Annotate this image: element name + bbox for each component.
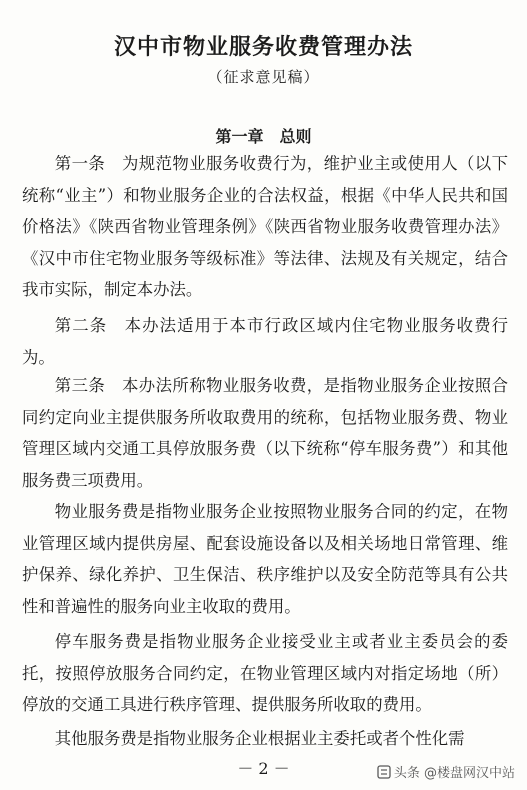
other-fee-paragraph: 其他服务费是指物业服务企业根据业主委托或者个性化需 [54,729,465,748]
document-subtitle: （征求意见稿） [207,68,320,86]
toutiao-logo-icon [377,765,391,779]
watermark-text: 头条 @楼盘网汉中站 [393,766,515,781]
article-3-paragraph: 第三条 本办法所称物业服务收费，是指物业服务企业按照合同约定向业主提供服务所收取费用的统称，包括物业服务费、物业管理区域内交通工具停放服务费（以下统称“停车服务费”）和其他服务费三项费用。 [22,376,508,490]
chapter-heading: 第一章 总则 [215,127,312,146]
article-1-paragraph: 第一条 为规范物业服务收费行为，维护业主或使用人（以下统称“业主”）和物业服务企业的合法权益，根据《中华人民共和国价格法》《陕西省物业管理条例》《陕西省物业服务收费管理办法》《汉中市住宅物业服务等级标准》等法律、法规及有关规定，结合我市实际，制定本办法。 [22,154,508,299]
article-2-paragraph: 第二条 本办法适用于本市行政区域内住宅物业服务收费行为。 [22,316,508,367]
parking-fee-paragraph: 停车服务费是指物业服务企业接受业主或者业主委员会的委托，按照停放服务合同约定，在物业管理区域内对指定场地（所）停放的交通工具进行秩序管理、提供服务所收取的费用。 [22,632,508,714]
document-title: 汉中市物业服务收费管理办法 [113,34,413,60]
property-fee-paragraph: 物业服务费是指物业服务企业按照物业服务合同的约定，在物业管理区域内提供房屋、配套设施设备以及相关场地日常管理、维护保养、绿化养护、卫生保洁、秩序维护以及安全防范等具有公共性和普遍性的服务向业主收取的费用。 [22,502,508,616]
watermark [377,762,515,781]
page-number: － 2 － [237,759,290,778]
